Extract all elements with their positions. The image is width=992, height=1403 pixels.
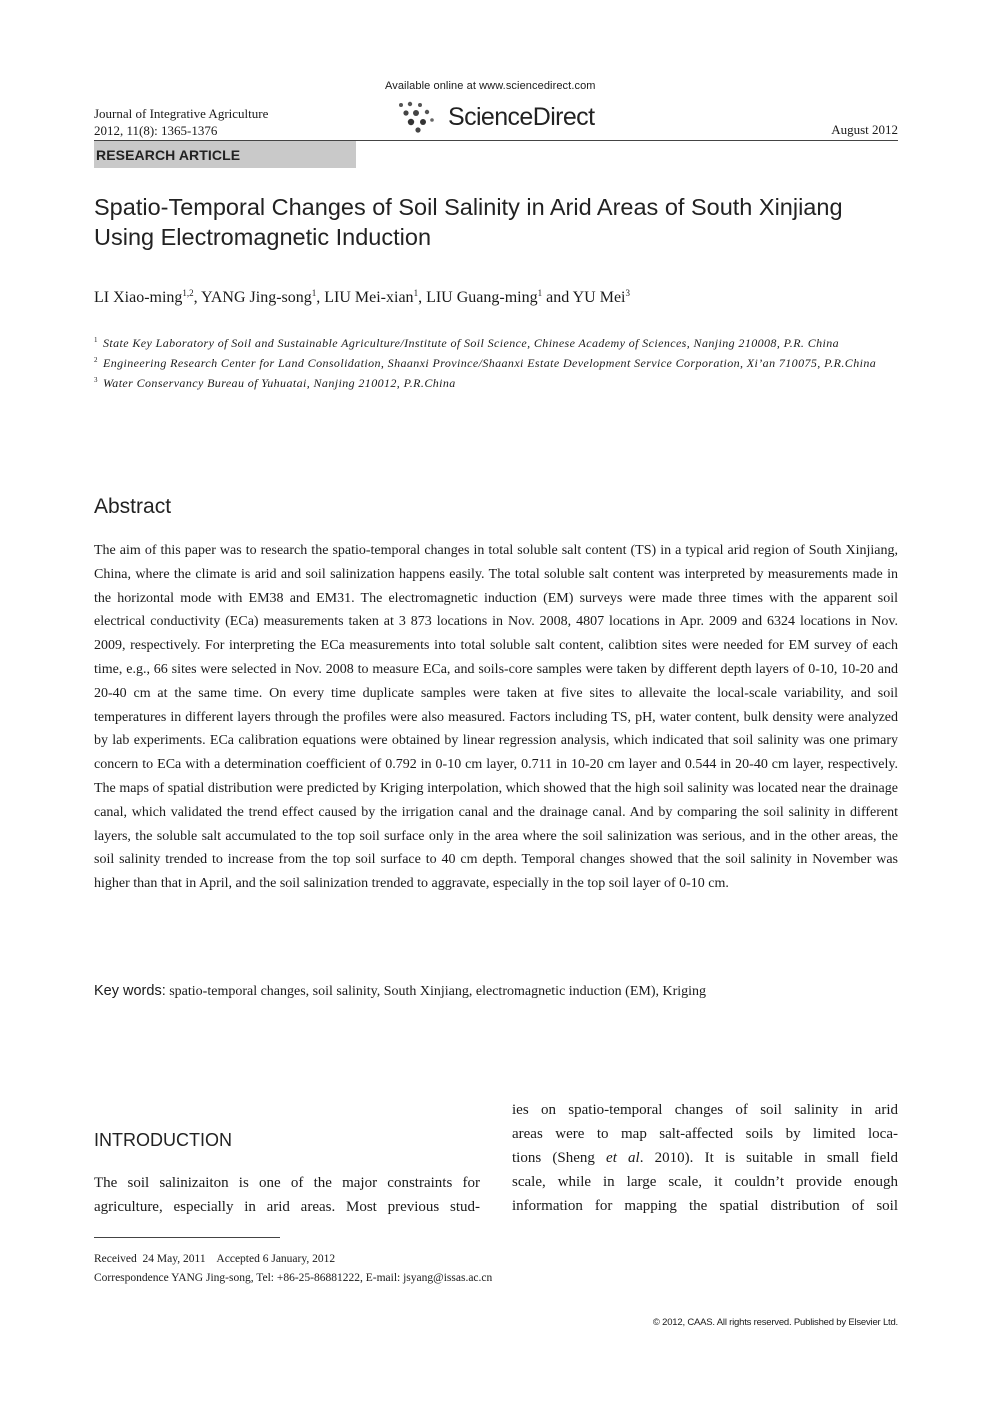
author-affiliation-mark: 1 xyxy=(537,288,543,298)
author-affiliation-mark: 3 xyxy=(625,288,630,298)
sciencedirect-logo xyxy=(398,100,594,134)
affiliation-list xyxy=(94,333,900,393)
text-line: information for mapping the spatial distribution of soil xyxy=(512,1198,898,1214)
author-separator: , xyxy=(193,289,202,306)
author-affiliation-mark: 1 xyxy=(311,288,317,298)
author-affiliation-mark: 1,2 xyxy=(182,288,194,298)
author-name: YU Mei xyxy=(572,289,626,306)
footnote-rule xyxy=(94,1237,280,1238)
text-line: ies on spatio-temporal changes of soil salinity in arid xyxy=(512,1102,898,1118)
issue-date: August 2012 xyxy=(831,122,898,137)
received-dates: Received 24 May, 2011 Accepted 6 January, 2012 xyxy=(94,1253,336,1265)
text-segment: . 2010). It is suitable in small field xyxy=(639,1150,898,1166)
text-line: areas were to map salt-affected soils by limited loca- xyxy=(512,1126,898,1142)
affiliation-text: State Key Laboratory of Soil and Sustainable Agriculture/Institute of Soil Science, Chinese Academy of Sciences, Nanjing 210008, P.R. China xyxy=(103,336,840,350)
affiliation-item xyxy=(94,373,900,393)
affiliation-text: Engineering Research Center for Land Consolidation, Shaanxi Province/Shaanxi Estate Development Service Corporation, Xi’an 710075, P.R.China xyxy=(103,356,877,370)
footnotes xyxy=(94,1250,492,1288)
author-name: LIU Guang-ming xyxy=(426,289,538,306)
text-segment: tions (Sheng xyxy=(512,1150,607,1166)
journal-name: Journal of Integrative Agriculture xyxy=(94,106,269,121)
keywords-text: spatio-temporal changes, soil salinity, South Xinjiang, electromagnetic induction (EM), Kriging xyxy=(169,984,707,999)
citation-etal: et al xyxy=(606,1150,640,1166)
affiliation-text: Water Conservancy Bureau of Yuhuatai, Nanjing 210012, P.R.China xyxy=(103,376,456,390)
affiliation-number: 3 xyxy=(94,376,98,384)
text-line xyxy=(512,1146,898,1170)
author-name: YANG Jing-song xyxy=(201,289,312,306)
affiliation-number: 1 xyxy=(94,336,98,344)
sciencedirect-wordmark: ScienceDirect xyxy=(448,102,595,131)
journal-issue: 2012, 11(8): 1365-1376 xyxy=(94,123,218,138)
author-name: LIU Mei-xian xyxy=(324,289,414,306)
article-title: Spatio-Temporal Changes of Soil Salinity in Arid Areas of South Xinjiang Using Electromagnetic Induction xyxy=(94,194,843,250)
keywords-label: Key words: xyxy=(94,983,166,999)
author-list xyxy=(94,288,630,307)
abstract-heading: Abstract xyxy=(94,495,172,518)
author-separator: and xyxy=(542,289,573,306)
sciencedirect-dots-icon xyxy=(398,100,440,134)
article-type-banner xyxy=(94,141,356,168)
introduction-heading: INTRODUCTION xyxy=(94,1130,232,1150)
copyright-notice: © 2012, CAAS. All rights reserved. Published by Elsevier Ltd. xyxy=(652,1317,898,1328)
author-separator: , xyxy=(418,289,427,306)
author-affiliation-mark: 1 xyxy=(413,288,419,298)
keywords xyxy=(94,983,898,1000)
text-line: scale, while in large scale, it couldn’t provide enough xyxy=(512,1174,898,1190)
introduction-column-left: The soil salinizaiton is one of the major constraints for agriculture, especially in arid areas. Most previous stud- xyxy=(94,1175,480,1215)
abstract-body: The aim of this paper was to research the spatio-temporal changes in total soluble salt content (TS) in a typical arid region of South Xinjiang, China, where the climate is arid and soil salinization happens easily. The total soluble salt content was interpreted by measurements made in the horizontal mode with EM38 and EM31. The electromagnetic induction (EM) surveys were made three times with the apparent soil electrical conductivity (ECa) measurements taken at 3 873 locations in Nov. 2008, 4807 locations in Apr. 2009 and 6324 locations in Nov. 2009, respectively. For interpreting the ECa measurements into total soluble salt content, calibtion sites were needed for EM survey of each time, e.g., 66 sites were selected in Nov. 2008 to measure ECa, and soils-core samples were taken by different depth layers of 0-10, 10-20 and 20-40 cm at the same time. On every time duplicate samples were taken at five sites to allevaite the local-scale variability, and soil temperatures in different layers through the profiles were also measured. Factors including TS, pH, water content, bulk density were analyzed by lab experiments. ECa calibration equations were obtained by linear regression analysis, which indicated that soil salinity was one primary concern to ECa with a determination coefficient of 0.792 in 0-10 cm layer, 0.711 in 10-20 cm layer and 0.544 in 20-40 cm layer, respectively. The maps of spatial distribution were predicted by Kriging interpolation, which showed that the high soil salinity was located near the drainage canal, which validated the trend effect caused by the irrigation canal and the drainage canal. And by comparing the soil salinity in different layers, the soluble salt accumulated to the top soil surface only in the area where the soil salinization was serious, and in the other areas, the soil salinity trended to increase from the top soil surface to 40 cm depth. Temporal changes showed that the soil salinity in November was higher than that in April, and the soil salinization trended to aggravate, especially in the top soil layer of 0-10 cm. xyxy=(94,543,898,892)
affiliation-number: 2 xyxy=(94,356,98,364)
journal-citation xyxy=(94,105,268,139)
available-online-text: Available online at www.sciencedirect.com xyxy=(385,80,596,92)
article-type-label: RESEARCH ARTICLE xyxy=(96,147,241,163)
author-separator: , xyxy=(316,289,325,306)
affiliation-item xyxy=(94,353,900,373)
introduction-column-right xyxy=(512,1098,898,1218)
author-name: LI Xiao-ming xyxy=(94,289,183,306)
affiliation-item xyxy=(94,333,900,353)
correspondence: Correspondence YANG Jing-song, Tel: +86-25-86881222, E-mail: jsyang@issas.ac.cn xyxy=(94,1272,493,1284)
